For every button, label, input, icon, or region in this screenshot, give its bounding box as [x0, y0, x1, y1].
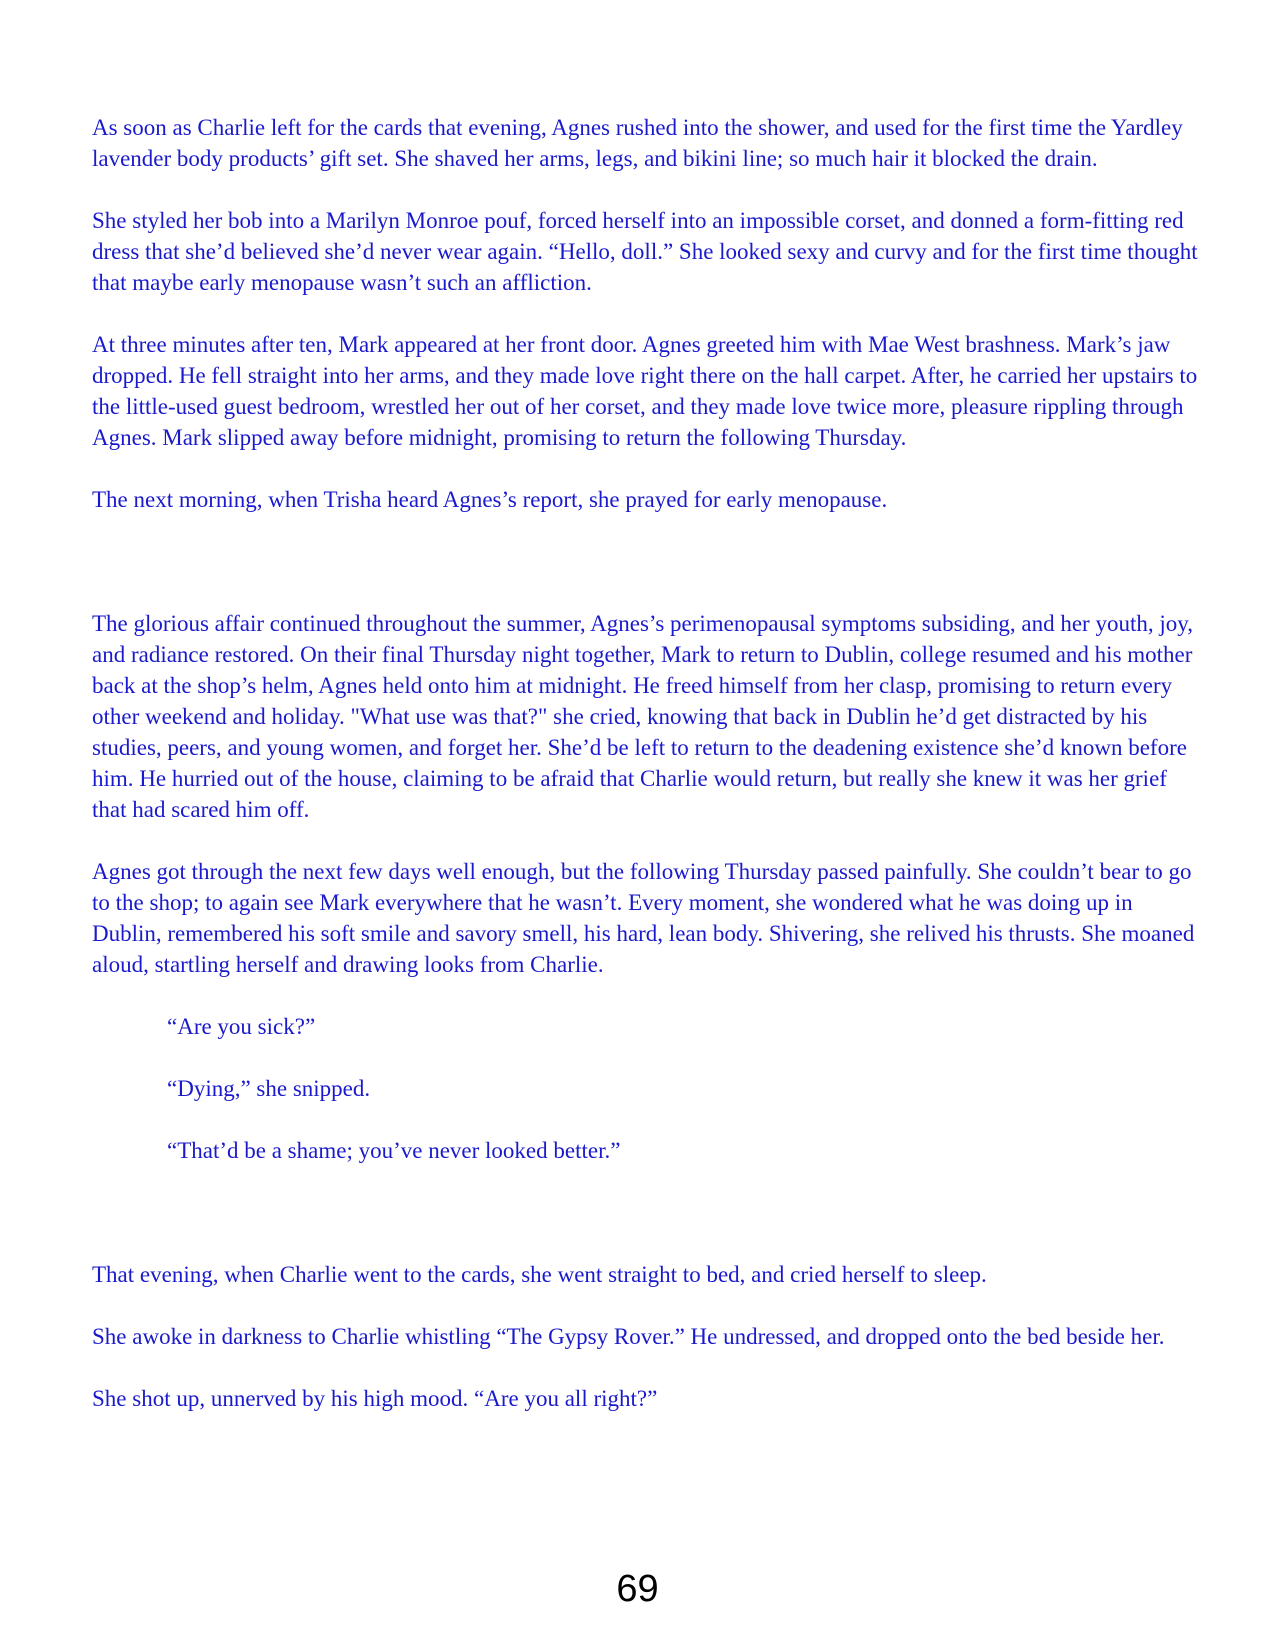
- paragraph: The glorious affair continued throughout the summer, Agnes’s perimenopausal symptoms subsiding, and her youth, joy, and radiance restored. On their final Thursday night together, Mark to return to Dublin, college resumed and his mother back at the shop’s helm, Agnes held onto him at midnight. He freed himself from her clasp, promising to return every other weekend and holiday. "What use was that?" she cried, knowing that back in Dublin he’d get distracted by his studies, peers, and young women, and forget her. She’d be left to return to the deadening existence she’d known before him. He hurried out of the house, claiming to be afraid that Charlie would return, but really she knew it was her grief that had scared him off.: [92, 611, 1194, 822]
- paragraph: The next morning, when Trisha heard Agnes’s report, she prayed for early menopause.: [92, 487, 888, 512]
- dialogue-line: “That’d be a shame; you’ve never looked better.”: [167, 1138, 621, 1163]
- page-number: 69: [616, 1568, 659, 1610]
- dialogue-line: “Dying,” she snipped.: [167, 1076, 371, 1101]
- paragraph: She awoke in darkness to Charlie whistling “The Gypsy Rover.” He undressed, and dropped onto the bed beside her.: [92, 1324, 1165, 1349]
- section-break: [92, 1197, 1202, 1259]
- dialogue-line: “Are you sick?”: [167, 1014, 316, 1039]
- paragraph: That evening, when Charlie went to the cards, she went straight to bed, and cried herself to sleep.: [92, 1262, 987, 1287]
- paragraph: As soon as Charlie left for the cards that evening, Agnes rushed into the shower, and used for the first time the Yardley lavender body products’ gift set. She shaved her arms, legs, and bikini line; so much hair it blocked the drain.: [92, 115, 1183, 171]
- paragraph: She shot up, unnerved by his high mood. “Are you all right?”: [92, 1386, 658, 1411]
- paragraph: She styled her bob into a Marilyn Monroe pouf, forced herself into an impossible corset, and donned a form-fitting red dress that she’d believed she’d never wear again. “Hello, doll.” She looked sexy and curvy and for the first time thought that maybe early menopause wasn’t such an affliction.: [92, 208, 1198, 295]
- paragraph: At three minutes after ten, Mark appeared at her front door. Agnes greeted him with Mae West brashness. Mark’s jaw dropped. He fell straight into her arms, and they made love right there on the hall carpet. After, he carried her upstairs to the little-used guest bedroom, wrestled her out of her corset, and they made love twice more, pleasure rippling through Agnes. Mark slipped away before midnight, promising to return the following Thursday.: [92, 332, 1198, 450]
- section-break: [92, 546, 1202, 608]
- paragraph: Agnes got through the next few days well enough, but the following Thursday passed painfully. She couldn’t bear to go to the shop; to again see Mark everywhere that he wasn’t. Every moment, she wondered what he was doing up in Dublin, remembered his soft smile and savory smell, his hard, lean body. Shivering, she relived his thrusts. She moaned aloud, startling herself and drawing looks from Charlie.: [92, 859, 1195, 977]
- body-text: [92, 112, 1202, 1445]
